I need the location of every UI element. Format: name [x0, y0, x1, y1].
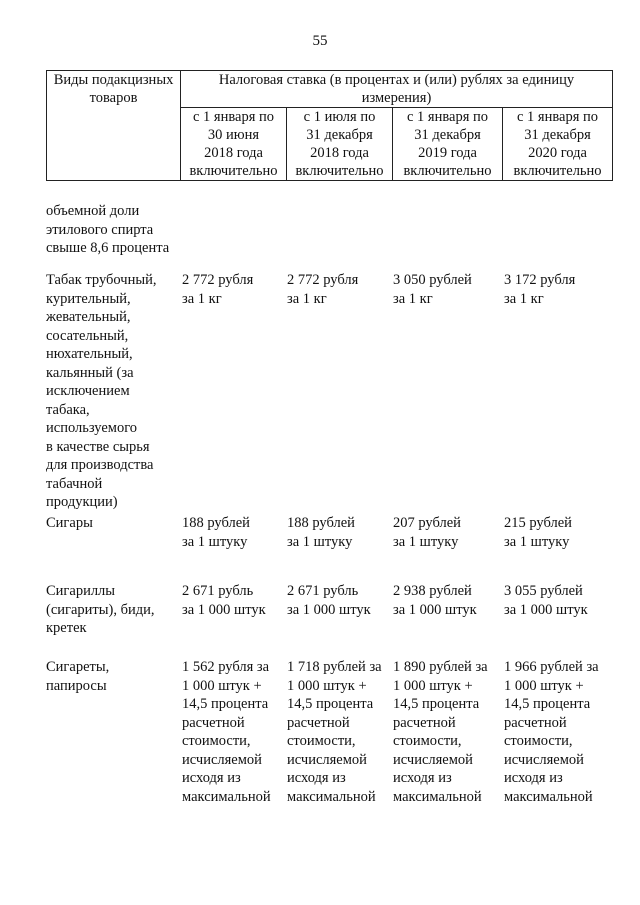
- rate-cell: 1 718 рублей за 1 000 штук + 14,5 процента расчетной стоимости, исчисляемой исходя из максимальной: [287, 659, 382, 805]
- goods-name: Сигары: [46, 515, 93, 531]
- goods-name: Сигариллы (сигариты), биди, кретек: [46, 583, 155, 636]
- period-header: с 1 января по 31 декабря 2020 года включительно: [503, 108, 613, 181]
- rate-cell: 2 772 рубля за 1 кг: [287, 272, 359, 307]
- rate-cell: 1 890 рублей за 1 000 штук + 14,5 процента расчетной стоимости, исчисляемой исходя из максимальной: [393, 659, 488, 805]
- rate-cell: 1 562 рубля за 1 000 штук + 14,5 процента расчетной стоимости, исчисляемой исходя из максимальной: [182, 659, 271, 805]
- goods-name: объемной доли этилового спирта свыше 8,6 процента: [46, 203, 170, 256]
- goods-name: Табак трубочный, курительный, жевательный, сосательный, нюхательный, кальянный (за исключением табака, используемого в качестве сырья для производства табачной продукции): [46, 272, 157, 510]
- rate-cell: 3 050 рублей за 1 кг: [393, 272, 472, 307]
- rate-cell: 3 172 рубля за 1 кг: [504, 272, 576, 307]
- rates-table-header: [46, 70, 613, 181]
- rate-cell: 2 938 рублей за 1 000 штук: [393, 583, 477, 618]
- rate-cell: 207 рублей за 1 штуку: [393, 515, 461, 550]
- period-header: с 1 января по 31 декабря 2019 года включительно: [393, 108, 503, 181]
- rate-cell: 3 055 рублей за 1 000 штук: [504, 583, 588, 618]
- goods-column-header: Виды подакцизных товаров: [47, 71, 181, 181]
- rate-cell: 188 рублей за 1 штуку: [182, 515, 250, 550]
- rate-cell: 2 772 рубля за 1 кг: [182, 272, 254, 307]
- rate-cell: 1 966 рублей за 1 000 штук + 14,5 процента расчетной стоимости, исчисляемой исходя из максимальной: [504, 659, 599, 805]
- rate-cell: 2 671 рубль за 1 000 штук: [182, 583, 266, 618]
- rate-cell: 188 рублей за 1 штуку: [287, 515, 355, 550]
- page-number: 55: [312, 33, 328, 49]
- period-header: с 1 января по 30 июня 2018 года включительно: [181, 108, 287, 181]
- period-header: с 1 июля по 31 декабря 2018 года включительно: [287, 108, 393, 181]
- rate-column-header: Налоговая ставка (в процентах и (или) рублях за единицу измерения): [181, 71, 613, 108]
- rate-cell: 2 671 рубль за 1 000 штук: [287, 583, 371, 618]
- rate-cell: 215 рублей за 1 штуку: [504, 515, 572, 550]
- goods-name: Сигареты, папиросы: [46, 659, 110, 694]
